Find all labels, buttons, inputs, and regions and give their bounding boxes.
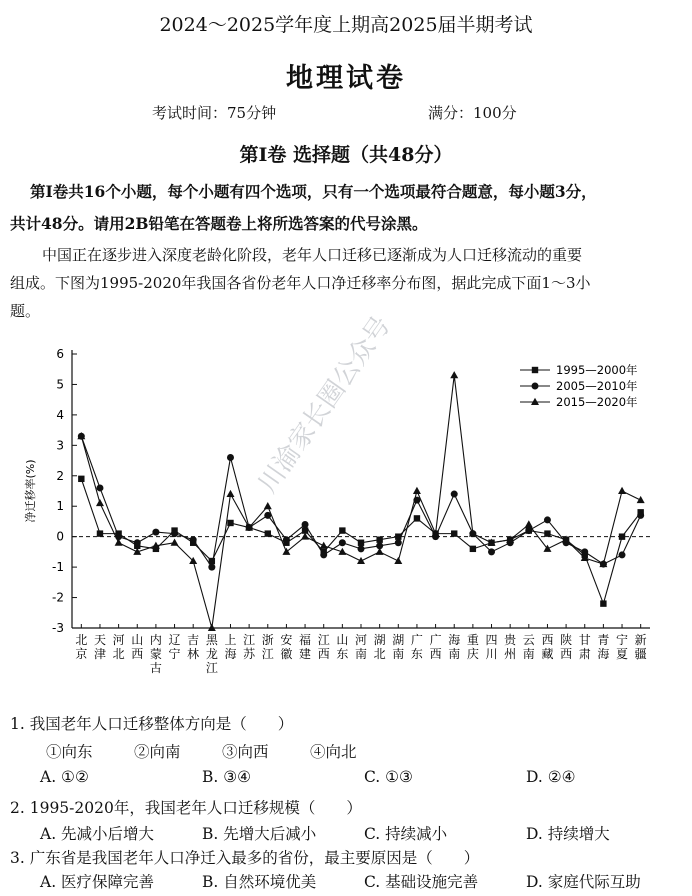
y-tick-label: -1 [52,560,64,575]
series-1-point [619,533,625,539]
series-2-point [395,539,402,546]
series-3-point [637,496,645,503]
x-tick-label: 安徽 [280,633,293,661]
series-3-point [376,548,384,555]
series-2-point [208,564,215,571]
question-3-option-a[interactable]: A. 医疗保障完善 [40,873,155,891]
series-1-point [451,530,457,536]
legend-label-2: 2005—2010年 [556,379,638,393]
series-3-point [525,520,533,527]
x-tick-label: 宁夏 [616,633,629,661]
question-3-option-d[interactable]: D. 家庭代际互助 [526,873,641,891]
x-tick-label: 海南 [448,633,461,661]
legend-label-1: 1995—2000年 [556,363,638,377]
x-tick-label: 上海 [224,633,237,661]
x-tick-label: 北京 [75,633,88,661]
x-tick-label: 辽宁 [168,633,181,661]
question-1-option-a[interactable]: A. ①② [40,768,89,786]
x-tick-label: 重庆 [466,633,479,661]
instruction-line-2: 共计48分。请用2B铅笔在答题卷上将所选答案的代号涂黑。 [10,214,428,233]
x-tick-label: 河南 [354,633,368,661]
question-2-option-a[interactable]: A. 先减小后增大 [40,825,155,843]
question-2-option-c[interactable]: C. 持续减小 [364,825,448,843]
x-tick-label: 江苏 [243,633,256,661]
series-1-point [339,527,345,533]
series-2-point [358,545,365,552]
x-tick-label: 贵州 [504,633,517,661]
series-1-point [376,537,382,543]
x-tick-label: 云南 [522,633,535,661]
series-1-point [78,476,84,482]
x-tick-label: 广西 [429,633,442,661]
x-tick-label: 四川 [485,633,498,661]
x-tick-label: 湖北 [373,633,386,661]
series-3-point [357,557,365,564]
question-3-option-b[interactable]: B. 自然环境优美 [202,873,317,891]
series-2-point [134,539,141,546]
x-tick-label: 黑龙江 [205,633,218,675]
question-1-choice-4: ④向北 [310,743,357,761]
series-2-point [302,521,309,528]
series-1-point [544,530,550,536]
x-tick-label: 内蒙古 [149,633,162,675]
question-1-choice-3: ③向西 [222,743,269,761]
series-2-point [152,529,159,536]
subject-title: 地理试卷 [286,63,406,94]
series-2-point [171,530,178,537]
series-3-point [96,499,104,506]
series-2-point [227,454,234,461]
question-1-option-d[interactable]: D. ②④ [526,768,576,786]
series-3-point [394,557,402,564]
series-3-point [115,539,123,546]
x-tick-label: 江西 [317,633,330,661]
exam-title: 2024～2025学年度上期高2025届半期考试 [159,14,533,36]
question-1-stem: 1. 我国老年人口迁移整体方向是（ ） [10,715,294,733]
intro-line-3: 题。 [10,302,41,320]
x-tick-label: 浙江 [261,633,274,661]
x-tick-label: 新疆 [634,633,647,661]
y-tick-label: 0 [56,529,64,544]
x-tick-label: 青海 [597,633,610,661]
y-tick-label: 6 [56,347,64,361]
series-2-point [451,491,458,498]
legend-label-3: 2015—2020年 [556,395,638,409]
series-2-point [637,512,644,519]
series-1-point [97,530,103,536]
y-tick-label: -2 [52,590,64,605]
series-1-point [227,520,233,526]
series-3-point [320,542,328,549]
series-1-point [265,530,271,536]
series-3-point [226,490,234,497]
series-2-point [619,551,626,558]
x-tick-label: 山东 [336,633,349,661]
instruction-line-1: 第I卷共16个小题，每个小题有四个选项，只有一个选项最符合题意，每小题3分， [30,182,597,201]
y-tick-label: 2 [56,468,64,483]
y-tick-label: 3 [56,438,64,453]
series-line-3 [81,375,640,628]
series-2-point [283,536,290,543]
series-3-point [282,548,290,555]
y-axis-label: 净迁移率(%) [24,459,37,523]
x-tick-label: 陕西 [560,633,573,661]
legend-marker-3 [531,398,539,405]
series-3-point [450,371,458,378]
series-2-point [320,551,327,558]
series-2-point [544,516,551,523]
question-1-option-b[interactable]: B. ③④ [202,768,252,786]
question-1-choice-2: ②向南 [134,743,181,761]
x-tick-label: 天津 [93,633,106,661]
legend-marker-2 [532,383,539,390]
x-tick-label: 广东 [410,633,423,661]
series-1-point [414,515,420,521]
watermark: 川渝家长圈公众号 [252,311,397,499]
question-1-option-c[interactable]: C. ①③ [364,768,413,786]
legend-marker-1 [532,367,538,373]
series-2-point [339,539,346,546]
x-tick-label: 吉林 [187,633,200,661]
series-2-point [488,548,495,555]
section-title: 第I卷 选择题（共48分） [239,144,453,166]
series-1-point [470,546,476,552]
series-1-point [358,540,364,546]
series-3-point [413,487,421,494]
intro-line-2: 组成。下图为1995-2020年我国各省份老年人口净迁移率分布图，据此完成下面1～3小 [10,274,591,292]
question-2-option-b[interactable]: B. 先增大后减小 [202,825,317,843]
x-tick-label: 甘肃 [578,633,591,661]
series-3-point [264,502,272,509]
y-tick-label: 1 [56,499,64,514]
x-tick-label: 湖南 [392,633,405,661]
full-score: 满分：100分 [428,104,517,122]
intro-line-1: 中国正在逐步进入深度老龄化阶段，老年人口迁移已逐渐成为人口迁移流动的重要 [42,246,583,264]
question-1-choice-1: ①向东 [46,743,93,761]
series-1-point [600,600,606,606]
series-3-point [618,487,626,494]
question-2-stem: 2. 1995-2020年，我国老年人口迁移规模（ ） [10,799,362,817]
y-tick-label: -3 [52,621,64,635]
x-tick-label: 山西 [131,633,144,661]
series-3-point [171,539,179,546]
y-tick-label: 4 [56,407,64,422]
x-tick-label: 福建 [299,633,312,661]
exam-time: 考试时间：75分钟 [152,104,277,122]
series-2-point [190,536,197,543]
x-tick-label: 西藏 [541,633,554,661]
y-tick-label: 5 [56,377,64,392]
question-2-option-d[interactable]: D. 持续增大 [526,825,610,843]
series-2-point [96,484,103,491]
question-3-stem: 3. 广东省是我国老年人口净迁入最多的省份，最主要原因是（ ） [10,849,480,867]
x-tick-label: 河北 [112,633,125,661]
question-3-option-c[interactable]: C. 基础设施完善 [364,873,479,891]
